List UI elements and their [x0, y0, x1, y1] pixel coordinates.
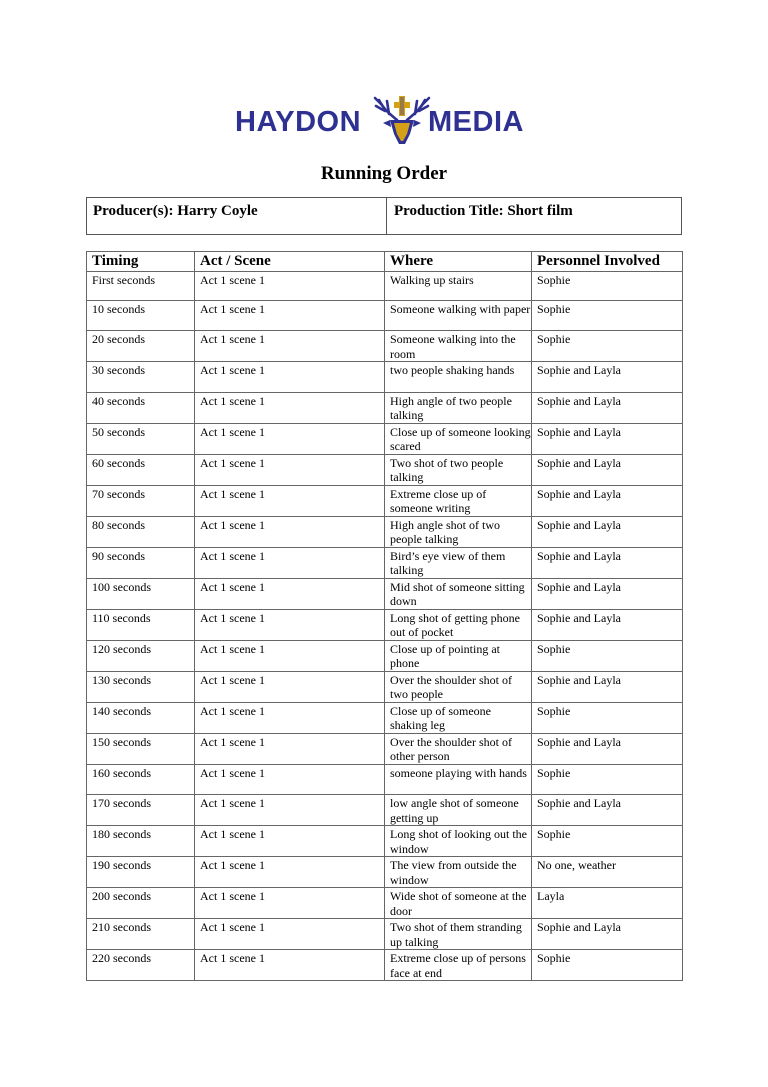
- cell-timing: 140 seconds: [87, 702, 195, 733]
- cell-timing: 30 seconds: [87, 362, 195, 392]
- header-act-scene: Act / Scene: [195, 252, 385, 272]
- table-header-row: [87, 252, 683, 272]
- table-row: [87, 272, 683, 301]
- cell-scene: Act 1 scene 1: [195, 578, 385, 609]
- cell-timing: 20 seconds: [87, 331, 195, 362]
- cell-scene: Act 1 scene 1: [195, 733, 385, 764]
- table-row: [87, 547, 683, 578]
- cell-timing: 150 seconds: [87, 733, 195, 764]
- production-title-cell: Production Title: Short film: [394, 203, 573, 219]
- production-info-table: [86, 197, 682, 235]
- table-row: [87, 826, 683, 857]
- table-row: [87, 671, 683, 702]
- cell-personnel: Sophie and Layla: [532, 516, 683, 547]
- logo-word-media: MEDIA: [428, 106, 524, 138]
- cell-personnel: Sophie: [532, 331, 683, 362]
- cell-scene: Act 1 scene 1: [195, 888, 385, 919]
- cell-where: Extreme close up of someone writing: [385, 485, 532, 516]
- cell-where: Close up of someone shaking leg: [385, 702, 532, 733]
- cell-scene: Act 1 scene 1: [195, 392, 385, 423]
- cell-personnel: Sophie and Layla: [532, 423, 683, 454]
- running-order-table: [86, 251, 683, 981]
- cell-timing: 100 seconds: [87, 578, 195, 609]
- table-row: [87, 301, 683, 331]
- cell-timing: 220 seconds: [87, 950, 195, 981]
- table-row: [87, 516, 683, 547]
- table-row: [87, 733, 683, 764]
- cell-personnel: Sophie and Layla: [532, 609, 683, 640]
- cell-where: two people shaking hands: [385, 362, 532, 392]
- cell-personnel: Sophie and Layla: [532, 362, 683, 392]
- cell-where: low angle shot of someone getting up: [385, 795, 532, 826]
- cell-timing: First seconds: [87, 272, 195, 301]
- cell-scene: Act 1 scene 1: [195, 764, 385, 794]
- table-row: [87, 578, 683, 609]
- cell-scene: Act 1 scene 1: [195, 640, 385, 671]
- cell-where: Wide shot of someone at the door: [385, 888, 532, 919]
- cell-where: Two shot of them stranding up talking: [385, 919, 532, 950]
- table-row: [87, 392, 683, 423]
- cell-personnel: Sophie: [532, 764, 683, 794]
- cell-timing: 70 seconds: [87, 485, 195, 516]
- cell-personnel: Sophie: [532, 272, 683, 301]
- table-row: [87, 485, 683, 516]
- cell-where: Someone walking into the room: [385, 331, 532, 362]
- cell-timing: 190 seconds: [87, 857, 195, 888]
- cell-scene: Act 1 scene 1: [195, 857, 385, 888]
- cell-timing: 60 seconds: [87, 454, 195, 485]
- cell-where: Bird’s eye view of them talking: [385, 547, 532, 578]
- cell-timing: 130 seconds: [87, 671, 195, 702]
- cell-timing: 10 seconds: [87, 301, 195, 331]
- cell-where: Two shot of two people talking: [385, 454, 532, 485]
- cell-timing: 40 seconds: [87, 392, 195, 423]
- table-row: [87, 888, 683, 919]
- cell-timing: 110 seconds: [87, 609, 195, 640]
- cell-timing: 160 seconds: [87, 764, 195, 794]
- cell-where: Close up of pointing at phone: [385, 640, 532, 671]
- cell-scene: Act 1 scene 1: [195, 609, 385, 640]
- cell-personnel: Sophie and Layla: [532, 919, 683, 950]
- table-row: [87, 950, 683, 981]
- cell-personnel: Sophie and Layla: [532, 578, 683, 609]
- cell-scene: Act 1 scene 1: [195, 301, 385, 331]
- table-row: [87, 331, 683, 362]
- table-row: [87, 454, 683, 485]
- table-row: [87, 919, 683, 950]
- cell-where: Walking up stairs: [385, 272, 532, 301]
- header-timing: Timing: [87, 252, 195, 272]
- table-row: [87, 423, 683, 454]
- table-row: [87, 764, 683, 794]
- cell-timing: 180 seconds: [87, 826, 195, 857]
- brand-logo: [0, 92, 768, 150]
- cell-where: High angle of two people talking: [385, 392, 532, 423]
- cell-scene: Act 1 scene 1: [195, 272, 385, 301]
- cell-personnel: Sophie: [532, 702, 683, 733]
- cell-timing: 50 seconds: [87, 423, 195, 454]
- cell-scene: Act 1 scene 1: [195, 826, 385, 857]
- cell-where: Long shot of getting phone out of pocket: [385, 609, 532, 640]
- cell-timing: 170 seconds: [87, 795, 195, 826]
- stag-head-icon: [370, 92, 434, 150]
- table-row: [87, 640, 683, 671]
- cell-scene: Act 1 scene 1: [195, 454, 385, 485]
- cell-personnel: No one, weather: [532, 857, 683, 888]
- table-row: [87, 609, 683, 640]
- cell-scene: Act 1 scene 1: [195, 950, 385, 981]
- header-personnel: Personnel Involved: [532, 252, 683, 272]
- cell-scene: Act 1 scene 1: [195, 362, 385, 392]
- page-title-text: Running Order: [320, 163, 448, 184]
- cell-personnel: Sophie and Layla: [532, 733, 683, 764]
- cell-scene: Act 1 scene 1: [195, 795, 385, 826]
- cell-where: High angle shot of two people talking: [385, 516, 532, 547]
- cell-scene: Act 1 scene 1: [195, 516, 385, 547]
- cell-personnel: Sophie and Layla: [532, 547, 683, 578]
- cell-where: Long shot of looking out the window: [385, 826, 532, 857]
- page-title: [0, 163, 768, 185]
- cell-scene: Act 1 scene 1: [195, 702, 385, 733]
- cell-personnel: Sophie and Layla: [532, 485, 683, 516]
- cell-where: Extreme close up of persons face at end: [385, 950, 532, 981]
- cell-personnel: Sophie and Layla: [532, 795, 683, 826]
- cell-where: The view from outside the window: [385, 857, 532, 888]
- cell-personnel: Sophie: [532, 826, 683, 857]
- cell-timing: 200 seconds: [87, 888, 195, 919]
- logo-word-haydon: HAYDON: [235, 106, 362, 138]
- cell-personnel: Layla: [532, 888, 683, 919]
- cell-personnel: Sophie and Layla: [532, 454, 683, 485]
- header-where: Where: [385, 252, 532, 272]
- cell-where: Over the shoulder shot of two people: [385, 671, 532, 702]
- cell-where: Mid shot of someone sitting down: [385, 578, 532, 609]
- cell-scene: Act 1 scene 1: [195, 331, 385, 362]
- cell-where: Close up of someone looking scared: [385, 423, 532, 454]
- cell-timing: 210 seconds: [87, 919, 195, 950]
- cell-where: Someone walking with paper: [385, 301, 532, 331]
- table-row: [87, 362, 683, 392]
- cell-scene: Act 1 scene 1: [195, 547, 385, 578]
- cell-where: Over the shoulder shot of other person: [385, 733, 532, 764]
- cell-personnel: Sophie and Layla: [532, 392, 683, 423]
- cell-where: someone playing with hands: [385, 764, 532, 794]
- cell-scene: Act 1 scene 1: [195, 919, 385, 950]
- cell-scene: Act 1 scene 1: [195, 423, 385, 454]
- table-row: [87, 857, 683, 888]
- cell-personnel: Sophie: [532, 301, 683, 331]
- cell-personnel: Sophie: [532, 950, 683, 981]
- cell-scene: Act 1 scene 1: [195, 671, 385, 702]
- table-row: [87, 795, 683, 826]
- table-row: [87, 702, 683, 733]
- cell-scene: Act 1 scene 1: [195, 485, 385, 516]
- cell-timing: 80 seconds: [87, 516, 195, 547]
- cell-timing: 90 seconds: [87, 547, 195, 578]
- cell-timing: 120 seconds: [87, 640, 195, 671]
- cell-personnel: Sophie and Layla: [532, 671, 683, 702]
- cell-personnel: Sophie: [532, 640, 683, 671]
- producer-cell: Producer(s): Harry Coyle: [87, 198, 387, 234]
